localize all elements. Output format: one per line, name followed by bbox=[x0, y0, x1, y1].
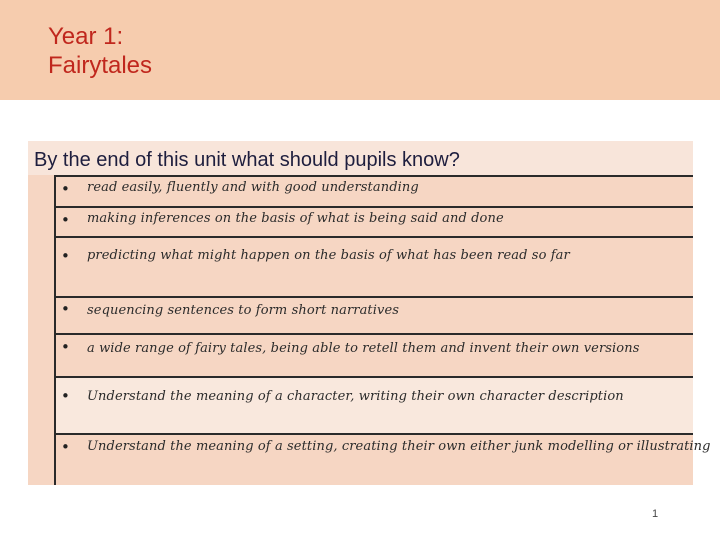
list-item bbox=[56, 296, 693, 333]
bullet-icon: • bbox=[61, 387, 70, 405]
list-item bbox=[56, 236, 693, 296]
page-number: 1 bbox=[652, 508, 659, 520]
list-item-text: a wide range of fairy tales, being able to retell them and invent their own versions bbox=[87, 341, 640, 356]
bullet-icon: • bbox=[61, 180, 70, 198]
title-line-1: Year 1: bbox=[48, 23, 124, 50]
bullet-icon: • bbox=[61, 300, 70, 318]
list-item-text: Understand the meaning of a character, writing their own character description bbox=[87, 389, 624, 404]
list-item bbox=[56, 376, 693, 433]
title-line-2: Fairytales bbox=[48, 52, 153, 79]
bullet-icon: • bbox=[61, 211, 70, 229]
list-item bbox=[56, 433, 711, 485]
table-header bbox=[28, 141, 693, 175]
list-item-text: predicting what might happen on the basis of what has been read so far bbox=[87, 248, 570, 263]
list-item-text: making inferences on the basis of what is being said and done bbox=[87, 211, 504, 226]
list-item-text: Understand the meaning of a setting, creating their own either junk modelling or illustrating bbox=[87, 439, 711, 454]
list-item bbox=[56, 175, 693, 206]
list-item bbox=[56, 206, 693, 236]
list-item-text: sequencing sentences to form short narratives bbox=[87, 303, 400, 318]
learning-objectives-table bbox=[28, 141, 711, 485]
bullet-icon: • bbox=[61, 438, 70, 456]
slide-title bbox=[48, 22, 152, 80]
table-header-text: By the end of this unit what should pupils know? bbox=[34, 149, 460, 171]
bullet-icon: • bbox=[61, 247, 70, 265]
bullet-icon: • bbox=[61, 338, 70, 356]
list-item-text: read easily, fluently and with good understanding bbox=[87, 180, 419, 195]
list-item bbox=[56, 333, 693, 376]
